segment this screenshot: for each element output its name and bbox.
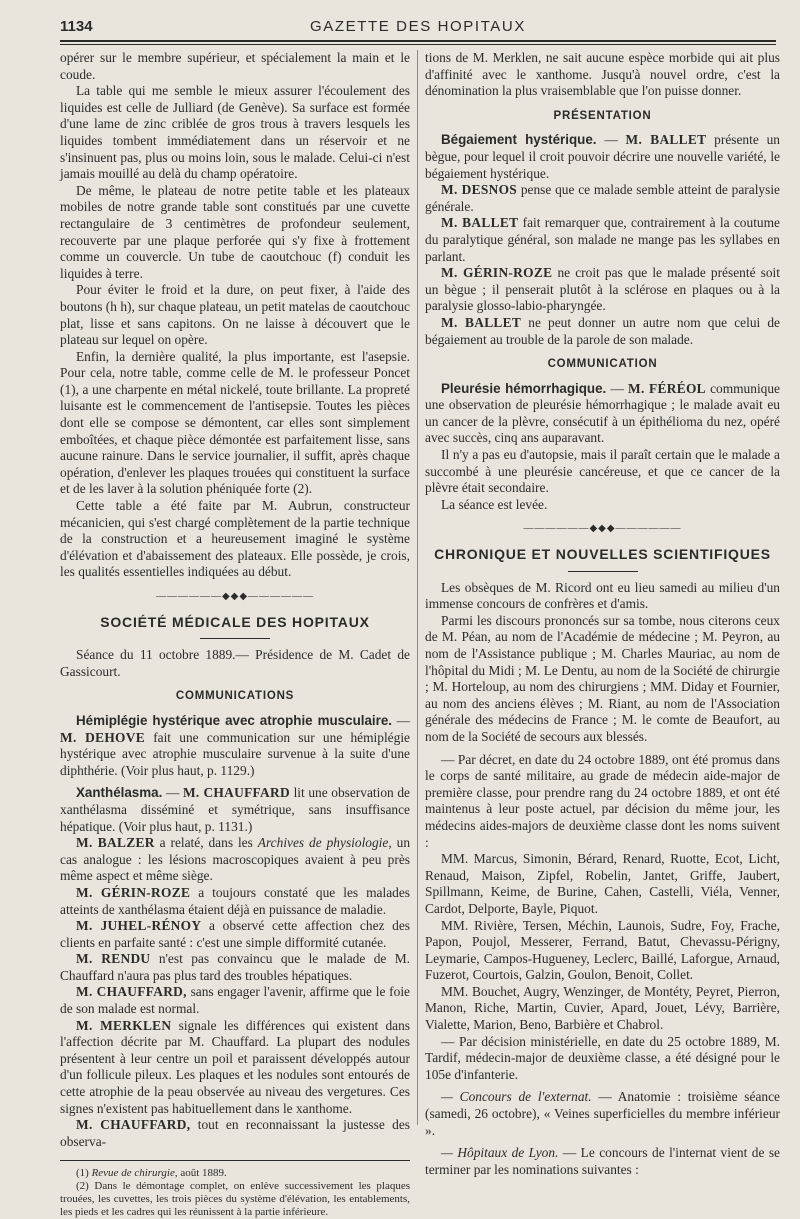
- entry-text: , un cas analogue : les lésions macroscopiques avaient à peu près même aspect et même siège.: [60, 835, 411, 884]
- entry-ballet-reply: [425, 315, 780, 348]
- entry-text: n'est pas convaincu que le malade de M. Chauffard n'aura pas plus tard des troubles hépatiques.: [60, 951, 410, 983]
- name-list: MM. Bouchet, Augry, Wenzinger, de Montéty, Peyret, Pierron, Manon, Riche, Martin, Cuvier, Apard, Jouet, Lévy, Barrière, Vialette, Marion, Beno, Barbière et Chabrol.: [425, 983, 780, 1033]
- entry-desnos: [425, 182, 780, 215]
- entry-text: a toujours constaté que les malades atteints de xanthélasma étaient déjà en puissance de maladie.: [60, 884, 410, 917]
- paragraph: La table qui me semble le mieux assurer l'écoulement des liquides est celle de Julliard (de Genève). Sa surface est formée d'une lame de zinc criblée de gros trous à travers lesquels les liquides tombent immédiatement dans un réservoir et ne s'insinuent pas, plus ou moins loin, sous le malade. Celui-ci n'est jamais mouillé au delà du champ opératoire.: [60, 83, 410, 182]
- speaker-name: M. GÉRIN-ROZE: [76, 884, 191, 900]
- entry-ballet: [425, 215, 780, 265]
- speaker-name: M. RENDU: [76, 951, 151, 967]
- speaker-name: M. CHAUFFARD,: [76, 1117, 191, 1133]
- header-rule-thin: [60, 44, 776, 45]
- footnote-number: (1): [76, 1167, 89, 1180]
- section-title-societe: SOCIÉTÉ MÉDICALE DES HOPITAUX: [100, 613, 370, 630]
- paragraph: Parmi les discours prononcés sur sa tombe, nous citerons ceux de M. Péan, au nom de l'Académie de médecine ; M. Peyron, au nom de l'Assistance publique ; M. Charles Mauriac, au nom de l'hôpital du Midi ; M. Le Dentu, au nom de la Société de chirurgie ; M. Horteloup, au nom des chirurgiens ; MM. Diday et Fournier, au nom des anciens élèves ; M. Riant, au nom de l'Association générale des médecins de France ; M. le comte de Beaufort, au nom de la Société de secours aux blessés.: [425, 612, 780, 744]
- paragraph: Pour éviter le froid et la dure, on peut fixer, à l'aide des boutons (h h), sur chaque plateau, un petit matelas de caoutchouc plat, lisse et sans capitons. On ne laisse à découvert que le plateau sur lequel on opère.: [60, 282, 410, 348]
- entry-merklen: [60, 1018, 410, 1118]
- paragraph: Enfin, la dernière qualité, la plus importante, est l'asepsie. Pour cela, notre table, comme celle de M. le professeur Poncet (1), a une charpente en métal nickelé, toute brillante. La propreté luisante est le commencement de l'antisepsie. Toutes les pièces dont elle se compose se démontent, car elles sont simplement emboîtées, et chaque pièce démontée est parfaitement lisse, sans aucune rainure. Dans le service journalier, il suffit, après chaque opération, d'enlever les plaques trouées qui constituent la surface et de les laver à la solution phéniquée forte (2).: [60, 348, 410, 497]
- speaker-name: M. GÉRIN-ROZE: [441, 265, 553, 281]
- entry-text: sans engager l'avenir, affirme que le foie de son malade est normal.: [60, 984, 410, 1017]
- journal-reference: Archives de physiologie: [257, 835, 389, 851]
- speaker-name: M. BALZER: [76, 835, 155, 851]
- entry-pleuresie: Pleurésie hémorrhagique. — M. FÉRÉOL communique une observation de pleurésie hémorrhagique ; le malade avait eu un cancer de la plèvre, consécutif à un épithélioma du nez, opéré avec succès, cinq ans auparavant.: [425, 380, 780, 446]
- entry-text: lit une observation de xanthélasma disséminé et symétrique, sans insuffisance hépatique. (Voir plus haut, p. 1131.): [60, 785, 410, 834]
- footnote-text: , août 1889.: [174, 1167, 227, 1180]
- paragraph: Il n'y a pas eu d'autopsie, mais il paraît certain que le malade a succombé à une pleurésie cancéreuse, et que ce cancer de la plèvre était secondaire.: [425, 447, 780, 496]
- column-divider: [417, 50, 418, 1125]
- paragraph: opérer sur le membre supérieur, et spécialement la main et le coude.: [60, 50, 410, 82]
- speaker-name: M. DEHOVE: [60, 729, 145, 745]
- entry-rendu: [60, 951, 410, 984]
- speaker-name: M. JUHEL-RÉNOY: [76, 918, 202, 934]
- entry-chauffard: [60, 984, 410, 1017]
- header-rule-thick: [60, 40, 776, 42]
- entry-lead: — Concours de l'externat.: [441, 1089, 592, 1105]
- page-header: [60, 16, 776, 40]
- short-rule: [200, 638, 270, 639]
- footnote-2: (2) Dans le démontage complet, on enlève successivement les plaques trouées, les cuvettes, les trois pièces du système d'élévation, les entablements, les pieds et les cadres qui les réunissent à la partie inférieure.: [60, 1180, 410, 1219]
- speaker-name: M. BALLET: [625, 132, 707, 148]
- entry-text: ne croit pas que le malade présenté soit un bègue ; il penserait plutôt à la sclérose en plaques ou à la paralysie glosso-labio-pharyngée.: [425, 265, 780, 314]
- entry-xanthelasma: Xanthélasma. — M. CHAUFFARD lit une observation de xanthélasma disséminé et symétrique, sans insuffisance hépatique. (Voir plus haut, p. 1131.): [60, 785, 410, 834]
- entry-text: fait une communication sur une hémiplégie hystérique avec atrophie musculaire survenue à la suite d'une diphthérie. (Voir plus haut, p. 1129.): [60, 729, 410, 778]
- entry-lead: Pleurésie hémorrhagique.: [441, 380, 607, 396]
- entry-text: a relaté, dans les: [159, 835, 253, 851]
- section-ornament: ——————◆◆◆——————: [155, 591, 315, 602]
- short-rule: [568, 571, 638, 572]
- section-title-chronique: CHRONIQUE ET NOUVELLES SCIENTIFIQUES: [434, 546, 771, 563]
- entry-chauffard-reply: [60, 1117, 410, 1150]
- paragraph: De même, le plateau de notre petite table et les plateaux mobiles de notre grande table sont constitués par une cuvette rectangulaire de 3 centimètres de profondeur seulement, recouverte par une plaque perforée qui s'y fixe à frottement comme un couvercle. Un tube de caoutchouc (f) conduit les liquides à terre.: [60, 182, 410, 281]
- entry-gerin-roze: [60, 885, 410, 918]
- speaker-name: M. MERKLEN: [76, 1017, 172, 1033]
- subsection-title-communication: COMMUNICATION: [547, 358, 658, 371]
- entry-text: pense que ce malade semble atteint de paralysie générale.: [425, 182, 780, 214]
- entry-text: — Anatomie : troisième séance (samedi, 26 octobre), « Veines superficielles du membre inférieur ».: [425, 1089, 780, 1138]
- right-column: [425, 50, 780, 1177]
- seance-line: Séance du 11 octobre 1889.— Présidence de M. Cadet de Gassicourt.: [60, 647, 410, 679]
- entry-text: communique une observation de pleurésie hémorrhagique ; le malade avait eu un cancer de la plèvre, consécutif à un épithélioma du nez, opéré avec succès, cinq ans auparavant.: [425, 380, 780, 446]
- entry-text: présente un bègue, pour lequel il croit pouvoir décrire une nouvelle variété, le bégaiement hystérique.: [425, 132, 780, 181]
- speaker-name: M. BALLET: [441, 215, 519, 231]
- paragraph: — Par décision ministérielle, en date du 25 octobre 1889, M. Tardif, médecin-major de deuxième classe, a été désigné pour le 105e d'infanterie.: [425, 1033, 780, 1082]
- speaker-name: M. DESNOS: [441, 182, 518, 198]
- name-list: MM. Rivière, Tersen, Méchin, Launois, Sudre, Foy, Frache, Papon, Poujol, Messerer, Ferrand, Batut, Chevassu-Périgny, Leymarie, Campos-Hugueney, Leclerc, Baillé, Laforgue, Arnaud, Fuzerot, Courtois, Galzin, Goulon, Benoit, Collet.: [425, 917, 780, 983]
- entry-text: ne peut donner un autre nom que celui de bégaiement au trouble de la parole de son malade.: [425, 314, 780, 347]
- left-column: [60, 50, 411, 1219]
- entry-lead: Xanthélasma.: [76, 785, 163, 801]
- entry-juhel-renoy: [60, 918, 410, 951]
- paragraph: tions de M. Merklen, ne sait aucune espèce morbide qui ait plus d'affinité avec le xanthome. Jusqu'à nouvel ordre, c'est la dénomination la plus vraisemblable que l'on puisse donner.: [425, 50, 780, 99]
- entry-gerin-roze: [425, 265, 780, 315]
- footnote-journal: Revue de chirurgie: [91, 1167, 175, 1180]
- section-ornament: ——————◆◆◆——————: [523, 523, 682, 535]
- entry-lyon: [425, 1145, 780, 1178]
- entry-lead: Bégaiement hystérique.: [441, 132, 597, 148]
- entry-begaiement: Bégaiement hystérique. — M. BALLET présente un bègue, pour lequel il croit pouvoir décrire une nouvelle variété, le bégaiement hystérique.: [425, 132, 780, 181]
- page-number: 1134: [60, 18, 93, 35]
- entry-concours: [425, 1089, 780, 1139]
- entry-text: signale les différences qui existent dans l'affection décrite par M. Chauffard. La plupart des nodules présentent à leur centre un poil et paraissent développés autour d'un follicule pileux. Les plaques et les nodules sont entourés de cette atrophie de la peau observée au niveau des vergetures. Ces signes n'existent pas habituellement dans le xanthome.: [60, 1017, 410, 1116]
- paragraph: La séance est levée.: [441, 496, 548, 512]
- entry-balzer: [60, 835, 410, 885]
- paragraph: Cette table a été faite par M. Aubrun, constructeur mécanicien, qui s'est chargé complètement de la partie technique de la construction et a heureusement imaginé le système d'élévation et d'abaissement des plateaux. Elle possède, je crois, les qualités essentielles indiquées au début.: [60, 498, 410, 580]
- speaker-name: M. CHAUFFARD: [182, 785, 290, 801]
- paragraph: — Par décret, en date du 24 octobre 1889, ont été promus dans le corps de santé militaire, au grade de médecin aide-major de première classe, pour prendre rang du 24 octobre 1889, et ont été maintenus à leur poste actuel, par décision du même jour, les médecins aides-majors de deuxième classe dont les noms suivent :: [425, 751, 780, 850]
- name-list: MM. Marcus, Simonin, Bérard, Renard, Ruotte, Ecot, Licht, Renaud, Maison, Zipfel, Robelin, Jantet, Griffe, Jaubert, Spillmann, Keime, de Burine, Cahen, Castelli, Viéla, Venner, Cardot, Delporte, Bayle, Piquot.: [425, 851, 780, 916]
- entry-text: a observé cette affection chez des clients en parfaite santé : c'est une simple difformité cutanée.: [60, 918, 410, 950]
- speaker-name: M. FÉRÉOL: [628, 380, 706, 396]
- entry-text: — Le concours de l'internat vient de se terminer par les nominations suivantes :: [425, 1145, 780, 1177]
- subsection-title-presentation: PRÉSENTATION: [553, 109, 652, 122]
- entry-text: fait remarquer que, contrairement à la coutume du paralytique général, son malade ne mange pas les syllabes en parlant.: [425, 215, 780, 264]
- journal-title: GAZETTE DES HOPITAUX: [310, 18, 526, 35]
- speaker-name: M. CHAUFFARD,: [76, 984, 187, 1000]
- entry-hemiplegie: Hémiplégie hystérique avec atrophie musculaire. — M. DEHOVE fait une communication sur une hémiplégie hystérique avec atrophie musculaire survenue à la suite d'une diphthérie. (Voir plus haut, p. 1129.): [60, 712, 410, 778]
- entry-lead: — Hôpitaux de Lyon.: [441, 1145, 559, 1161]
- speaker-name: M. BALLET: [441, 314, 522, 330]
- subsection-title-communications: COMMUNICATIONS: [175, 690, 295, 703]
- paragraph: Les obsèques de M. Ricord ont eu lieu samedi au milieu d'un immense concours de confrères et d'amis.: [425, 579, 780, 612]
- footnote-rule: [60, 1160, 410, 1161]
- entry-text: tout en reconnaissant la justesse des observa-: [60, 1117, 410, 1149]
- entry-lead: Hémiplégie hystérique avec atrophie musculaire.: [76, 712, 393, 728]
- footnote-1: [60, 1167, 410, 1180]
